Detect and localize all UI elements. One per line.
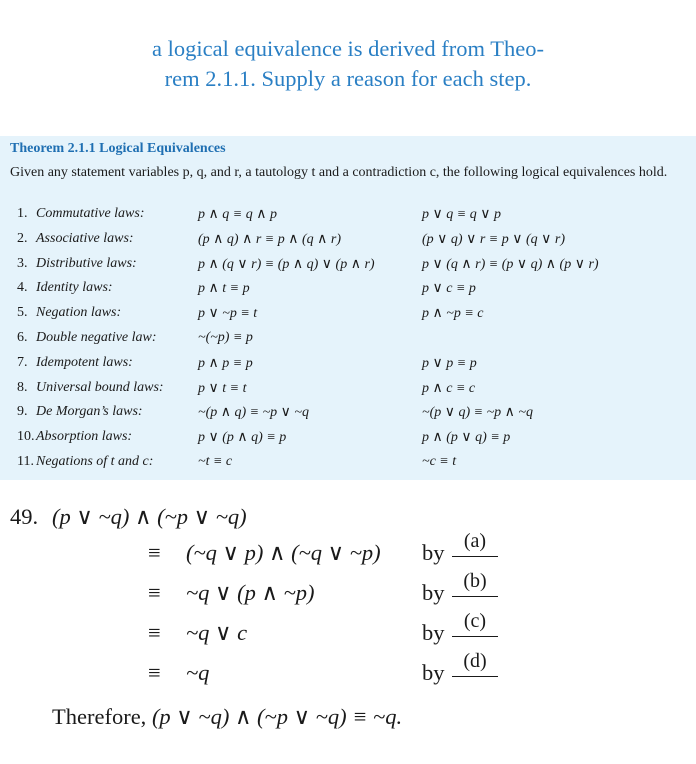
reason-blank-d[interactable]: (d) xyxy=(452,650,498,677)
law-row xyxy=(0,280,696,304)
law-right-equivalence: p ∨ p ≡ p xyxy=(422,355,477,371)
law-name: Associative laws: xyxy=(36,230,134,246)
law-number: 7. xyxy=(17,354,28,370)
law-row xyxy=(0,404,696,428)
equiv-symbol: ≡ xyxy=(148,580,161,605)
intro-text xyxy=(0,34,696,94)
law-left-equivalence: p ∨ t ≡ t xyxy=(198,380,247,396)
by-label: by xyxy=(422,540,445,565)
law-number: 2. xyxy=(17,230,28,246)
theorem-box xyxy=(0,136,696,480)
law-name: Distributive laws: xyxy=(36,255,137,271)
law-right-equivalence: (p ∨ q) ∨ r ≡ p ∨ (q ∨ r) xyxy=(422,231,565,247)
conclusion-expression: (p ∨ ~q) ∧ (~p ∨ ~q) ≡ ~q. xyxy=(151,704,403,729)
law-right-equivalence: p ∨ c ≡ p xyxy=(422,281,476,297)
law-left-equivalence: ~(p ∧ q) ≡ ~p ∨ ~q xyxy=(198,405,309,421)
conclusion xyxy=(52,704,402,730)
law-row xyxy=(0,256,696,280)
law-left-equivalence: p ∧ (q ∨ r) ≡ (p ∧ q) ∨ (p ∧ r) xyxy=(198,256,375,272)
problem-expression: (p ∨ ~q) ∧ (~p ∨ ~q) xyxy=(52,504,247,529)
equiv-symbol: ≡ xyxy=(148,660,161,685)
law-number: 5. xyxy=(17,305,28,321)
law-right-equivalence: p ∨ q ≡ q ∨ p xyxy=(422,207,501,222)
equiv-symbol: ≡ xyxy=(148,540,161,565)
step-expression: (~q ∨ p) ∧ (~q ∨ ~p) xyxy=(186,540,381,565)
law-number: 11. xyxy=(17,454,34,469)
law-left-equivalence: p ∧ t ≡ p xyxy=(198,281,250,297)
law-name: Identity laws: xyxy=(36,280,113,296)
reason-blank-b[interactable]: (b) xyxy=(452,570,498,597)
law-name: Universal bound laws: xyxy=(36,379,164,395)
law-left-equivalence: p ∧ q ≡ q ∧ p xyxy=(198,207,277,222)
reason-blank-c[interactable]: (c) xyxy=(452,610,498,637)
law-number: 1. xyxy=(17,206,28,221)
law-name: Absorption laws: xyxy=(36,429,133,445)
law-left-equivalence: p ∨ (p ∧ q) ≡ p xyxy=(198,430,287,446)
law-name: Double negative law: xyxy=(36,330,157,345)
law-name: Negation laws: xyxy=(36,305,122,321)
law-right-equivalence: ~c ≡ t xyxy=(422,454,457,469)
by-label: by xyxy=(422,660,445,685)
law-number: 3. xyxy=(17,255,28,271)
law-number: 6. xyxy=(17,330,28,345)
reason-blank-a[interactable]: (a) xyxy=(452,530,498,557)
by-label: by xyxy=(422,620,445,645)
theorem-intro: Given any statement variables p, q, and r, a tautology t and a contradiction c, the following logical equivalences hold. xyxy=(10,165,668,180)
law-row xyxy=(0,454,696,478)
law-name: Idempotent laws: xyxy=(36,354,133,370)
law-left-equivalence: ~(~p) ≡ p xyxy=(198,330,253,345)
law-right-equivalence: p ∧ c ≡ c xyxy=(422,380,476,396)
law-right-equivalence: ~(p ∨ q) ≡ ~p ∧ ~q xyxy=(422,405,533,421)
theorem-title: Theorem 2.1.1 Logical Equivalences xyxy=(10,141,226,156)
law-name: Negations of t and c: xyxy=(36,454,154,469)
step-expression: ~q xyxy=(186,660,210,685)
law-row xyxy=(0,330,696,354)
problem-number: 49. xyxy=(10,504,39,529)
equiv-symbol: ≡ xyxy=(148,620,161,645)
derivation-step xyxy=(0,570,696,620)
intro-line-1: a logical equivalence is derived from Theo- xyxy=(152,36,544,61)
problem-49 xyxy=(0,496,696,756)
law-row xyxy=(0,231,696,255)
law-row xyxy=(0,305,696,329)
law-left-equivalence: ~t ≡ c xyxy=(198,454,233,469)
law-row xyxy=(0,355,696,379)
law-number: 10. xyxy=(17,429,35,445)
law-row xyxy=(0,380,696,404)
intro-line-2: rem 2.1.1. Supply a reason for each step. xyxy=(164,66,532,91)
law-left-equivalence: p ∧ p ≡ p xyxy=(198,355,253,371)
step-expression: ~q ∨ (p ∧ ~p) xyxy=(186,580,315,605)
derivation-step xyxy=(0,530,696,580)
law-row xyxy=(0,206,696,230)
law-number: 4. xyxy=(17,280,28,296)
derivation-step xyxy=(0,650,696,700)
law-right-equivalence: p ∧ ~p ≡ c xyxy=(422,306,484,322)
law-number: 8. xyxy=(17,379,28,395)
law-row xyxy=(0,429,696,453)
by-label: by xyxy=(422,580,445,605)
law-left-equivalence: p ∨ ~p ≡ t xyxy=(198,306,258,322)
derivation-step xyxy=(0,610,696,660)
conclusion-prefix: Therefore, xyxy=(52,704,147,729)
law-right-equivalence: p ∧ (p ∨ q) ≡ p xyxy=(422,430,511,446)
law-number: 9. xyxy=(17,404,28,420)
law-right-equivalence: p ∨ (q ∧ r) ≡ (p ∨ q) ∧ (p ∨ r) xyxy=(422,256,599,272)
law-name: De Morgan’s laws: xyxy=(36,404,143,420)
step-expression: ~q ∨ c xyxy=(186,620,248,645)
law-name: Commutative laws: xyxy=(36,206,145,221)
law-left-equivalence: (p ∧ q) ∧ r ≡ p ∧ (q ∧ r) xyxy=(198,231,341,247)
